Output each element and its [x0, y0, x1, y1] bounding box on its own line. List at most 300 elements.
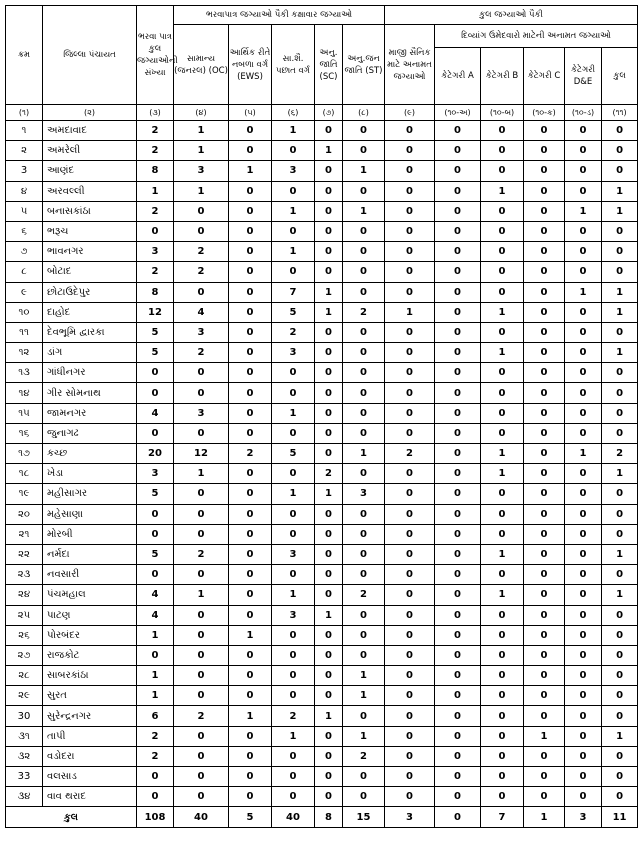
column-number: (૧૦-ડ)	[565, 105, 602, 121]
table-row	[6, 363, 638, 383]
row-value: 0	[565, 706, 602, 726]
row-value: 0	[524, 706, 565, 726]
row-district-name: આણંદ	[43, 161, 137, 181]
row-value: 0	[229, 645, 272, 665]
row-value: 0	[524, 524, 565, 544]
row-value: 1	[174, 585, 229, 605]
row-value: 0	[565, 161, 602, 181]
row-value: 0	[385, 201, 435, 221]
row-value: 0	[481, 524, 524, 544]
row-value: 0	[174, 363, 229, 383]
row-value: 0	[565, 221, 602, 241]
row-value: 1	[315, 141, 343, 161]
header-district: જિલ્લા પંચાયત	[43, 6, 137, 105]
row-value: 0	[524, 423, 565, 443]
row-value: 0	[385, 181, 435, 201]
row-value: 0	[524, 767, 565, 787]
row-value: 0	[229, 464, 272, 484]
column-number: (૯)	[385, 105, 435, 121]
row-district-name: વાવ થરાદ	[43, 787, 137, 807]
header-total-group: કુલ જગ્યાઓ પૈકી	[385, 6, 638, 25]
total-value: 7	[481, 807, 524, 828]
row-sr: 30	[6, 706, 43, 726]
table-row	[6, 645, 638, 665]
row-value: 1	[272, 121, 315, 141]
table-row	[6, 383, 638, 403]
row-value: 0	[174, 282, 229, 302]
row-value: 3	[272, 161, 315, 181]
row-value: 0	[435, 585, 481, 605]
row-value: 2	[174, 262, 229, 282]
row-value: 0	[385, 726, 435, 746]
table-row	[6, 544, 638, 564]
row-value: 0	[524, 121, 565, 141]
table-row	[6, 464, 638, 484]
column-number: (૭)	[315, 105, 343, 121]
row-value: 0	[315, 645, 343, 665]
row-value: 0	[524, 201, 565, 221]
total-value: 11	[602, 807, 638, 828]
row-district-name: નવસારી	[43, 565, 137, 585]
row-value: 5	[137, 544, 174, 564]
row-value: 1	[481, 343, 524, 363]
row-value: 2	[385, 444, 435, 464]
row-value: 0	[272, 645, 315, 665]
row-value: 0	[602, 565, 638, 585]
row-value: 1	[229, 706, 272, 726]
row-value: 12	[174, 444, 229, 464]
row-value: 0	[385, 504, 435, 524]
row-value: 0	[343, 181, 385, 201]
row-value: 0	[137, 767, 174, 787]
row-value: 0	[524, 161, 565, 181]
row-value: 2	[174, 544, 229, 564]
row-value: 0	[481, 383, 524, 403]
row-value: 0	[565, 787, 602, 807]
row-value: 0	[229, 201, 272, 221]
row-value: 0	[272, 666, 315, 686]
row-value: 3	[343, 484, 385, 504]
row-value: 0	[229, 242, 272, 262]
row-value: 1	[481, 444, 524, 464]
row-value: 0	[315, 201, 343, 221]
row-value: 0	[229, 343, 272, 363]
row-value: 0	[565, 484, 602, 504]
row-value: 0	[174, 787, 229, 807]
row-value: 0	[385, 141, 435, 161]
row-value: 0	[602, 363, 638, 383]
total-row	[6, 807, 638, 828]
row-value: 0	[565, 423, 602, 443]
header-disabled-group: દિવ્યાંગ ઉમેદવારો માટેની અનામત જગ્યાઓ	[435, 25, 638, 48]
row-value: 0	[229, 181, 272, 201]
row-value: 0	[524, 322, 565, 342]
row-value: 0	[435, 242, 481, 262]
table-row	[6, 767, 638, 787]
row-value: 1	[272, 201, 315, 221]
row-value: 0	[229, 504, 272, 524]
row-sr: ૩૧	[6, 726, 43, 746]
row-value: 0	[385, 767, 435, 787]
row-value: 0	[174, 726, 229, 746]
row-district-name: ડાંગ	[43, 343, 137, 363]
row-sr: ૨	[6, 141, 43, 161]
row-value: 1	[272, 242, 315, 262]
total-value: 8	[315, 807, 343, 828]
row-sr: ૧૬	[6, 423, 43, 443]
row-sr: ૧૯	[6, 484, 43, 504]
row-value: 2	[272, 706, 315, 726]
row-value: 0	[385, 423, 435, 443]
row-value: 2	[229, 444, 272, 464]
row-district-name: અમરેલી	[43, 141, 137, 161]
row-value: 0	[481, 201, 524, 221]
row-district-name: પંચમહાલ	[43, 585, 137, 605]
row-value: 1	[343, 726, 385, 746]
row-sr: ૧૮	[6, 464, 43, 484]
row-district-name: સુરેન્દ્રનગર	[43, 706, 137, 726]
row-value: 0	[385, 666, 435, 686]
row-value: 0	[481, 625, 524, 645]
row-value: 1	[602, 726, 638, 746]
row-value: 1	[315, 302, 343, 322]
row-value: 1	[524, 726, 565, 746]
row-value: 0	[229, 767, 272, 787]
row-value: 0	[174, 201, 229, 221]
row-value: 2	[137, 262, 174, 282]
row-value: 0	[481, 262, 524, 282]
row-value: 0	[343, 787, 385, 807]
row-value: 0	[435, 544, 481, 564]
row-value: 0	[174, 746, 229, 766]
row-value: 0	[602, 262, 638, 282]
row-value: 1	[481, 181, 524, 201]
row-district-name: નર્મદા	[43, 544, 137, 564]
table-row	[6, 302, 638, 322]
row-sr: 33	[6, 767, 43, 787]
row-value: 0	[272, 767, 315, 787]
row-value: 3	[272, 605, 315, 625]
row-sr: ૨૬	[6, 625, 43, 645]
row-sr: ૨૦	[6, 504, 43, 524]
row-value: 0	[343, 605, 385, 625]
row-value: 1	[481, 585, 524, 605]
row-value: 0	[385, 544, 435, 564]
row-value: 0	[565, 302, 602, 322]
row-value: 0	[481, 686, 524, 706]
header-cat-a: કેટેગરી A	[435, 48, 481, 105]
row-value: 0	[435, 221, 481, 241]
row-value: 0	[343, 242, 385, 262]
row-value: 0	[524, 605, 565, 625]
row-district-name: કચ્છ	[43, 444, 137, 464]
row-value: 0	[315, 121, 343, 141]
row-sr: ૩૨	[6, 746, 43, 766]
total-value: 0	[435, 807, 481, 828]
row-value: 0	[435, 302, 481, 322]
row-value: 0	[602, 161, 638, 181]
column-number: (૩)	[137, 105, 174, 121]
row-value: 0	[343, 767, 385, 787]
row-value: 4	[137, 585, 174, 605]
row-value: 0	[602, 221, 638, 241]
row-value: 0	[524, 444, 565, 464]
row-value: 20	[137, 444, 174, 464]
row-value: 0	[524, 625, 565, 645]
header-sr: ક્રમ	[6, 6, 43, 105]
row-value: 2	[174, 706, 229, 726]
row-value: 0	[602, 686, 638, 706]
row-value: 0	[524, 141, 565, 161]
row-value: 0	[343, 262, 385, 282]
row-value: 0	[315, 181, 343, 201]
row-sr: ૬	[6, 221, 43, 241]
total-value: 15	[343, 807, 385, 828]
row-value: 1	[137, 666, 174, 686]
column-number: (૫)	[229, 105, 272, 121]
row-value: 0	[315, 787, 343, 807]
row-value: 0	[435, 383, 481, 403]
row-value: 0	[602, 423, 638, 443]
row-value: 0	[229, 121, 272, 141]
row-value: 1	[272, 585, 315, 605]
row-value: 0	[174, 524, 229, 544]
row-value: 0	[524, 645, 565, 665]
row-value: 5	[272, 444, 315, 464]
row-value: 0	[481, 403, 524, 423]
row-value: 0	[272, 383, 315, 403]
row-value: 1	[565, 201, 602, 221]
row-value: 0	[435, 403, 481, 423]
row-sr: ૩૪	[6, 787, 43, 807]
row-value: 0	[602, 322, 638, 342]
row-value: 0	[565, 726, 602, 746]
row-value: 0	[343, 383, 385, 403]
table-row	[6, 524, 638, 544]
row-value: 0	[435, 746, 481, 766]
row-sr: ૨૮	[6, 666, 43, 686]
row-value: 0	[385, 605, 435, 625]
row-value: 2	[343, 585, 385, 605]
table-row	[6, 343, 638, 363]
column-number: (૬)	[272, 105, 315, 121]
row-value: 0	[524, 262, 565, 282]
row-value: 0	[315, 383, 343, 403]
row-value: 0	[174, 423, 229, 443]
row-district-name: રાજકોટ	[43, 645, 137, 665]
row-value: 0	[385, 706, 435, 726]
row-value: 0	[137, 423, 174, 443]
row-value: 0	[481, 605, 524, 625]
row-value: 0	[602, 746, 638, 766]
row-district-name: પોરબંદર	[43, 625, 137, 645]
row-value: 1	[343, 444, 385, 464]
row-value: 1	[602, 201, 638, 221]
table-row	[6, 585, 638, 605]
row-value: 0	[174, 645, 229, 665]
row-value: 0	[385, 383, 435, 403]
row-value: 0	[137, 383, 174, 403]
row-value: 2	[343, 746, 385, 766]
row-value: 0	[602, 767, 638, 787]
row-value: 0	[229, 605, 272, 625]
row-value: 0	[435, 524, 481, 544]
row-value: 0	[272, 686, 315, 706]
row-value: 4	[137, 605, 174, 625]
row-value: 0	[315, 767, 343, 787]
row-value: 0	[272, 746, 315, 766]
row-value: 0	[174, 767, 229, 787]
header-sebc: સા.શૈ. પછાત વર્ગ	[272, 25, 315, 105]
row-value: 0	[385, 403, 435, 423]
row-value: 1	[315, 605, 343, 625]
row-value: 0	[343, 322, 385, 342]
row-value: 0	[565, 262, 602, 282]
row-value: 0	[602, 645, 638, 665]
row-sr: 3	[6, 161, 43, 181]
row-value: 0	[524, 282, 565, 302]
row-value: 1	[315, 484, 343, 504]
row-value: 0	[229, 726, 272, 746]
row-value: 0	[343, 403, 385, 423]
row-value: 0	[602, 605, 638, 625]
row-value: 0	[565, 403, 602, 423]
row-value: 0	[229, 585, 272, 605]
table-row	[6, 605, 638, 625]
row-value: 0	[385, 746, 435, 766]
table-row	[6, 262, 638, 282]
row-value: 0	[565, 666, 602, 686]
row-value: 0	[229, 141, 272, 161]
row-sr: ૧	[6, 121, 43, 141]
row-value: 0	[385, 121, 435, 141]
total-value: 3	[385, 807, 435, 828]
column-number: (૨)	[43, 105, 137, 121]
row-value: 1	[174, 464, 229, 484]
header-general: સામાન્ય (જનરલ) (OC)	[174, 25, 229, 105]
row-district-name: દાહોદ	[43, 302, 137, 322]
vacancy-table	[5, 5, 638, 828]
table-row	[6, 484, 638, 504]
row-value: 3	[174, 403, 229, 423]
row-sr: ૭	[6, 242, 43, 262]
table-row	[6, 787, 638, 807]
total-value: 1	[524, 807, 565, 828]
row-value: 0	[435, 262, 481, 282]
row-value: 0	[272, 423, 315, 443]
row-value: 0	[481, 363, 524, 383]
row-sr: ૧૪	[6, 383, 43, 403]
row-value: 0	[272, 565, 315, 585]
table-row	[6, 181, 638, 201]
row-value: 0	[272, 504, 315, 524]
row-value: 0	[565, 645, 602, 665]
row-value: 0	[229, 423, 272, 443]
row-value: 0	[435, 444, 481, 464]
row-value: 0	[137, 645, 174, 665]
row-value: 0	[524, 221, 565, 241]
row-value: 0	[229, 565, 272, 585]
row-value: 0	[565, 524, 602, 544]
row-value: 3	[137, 464, 174, 484]
row-value: 0	[524, 585, 565, 605]
row-sr: ૧૭	[6, 444, 43, 464]
row-value: 3	[137, 242, 174, 262]
row-value: 0	[272, 221, 315, 241]
row-value: 0	[272, 787, 315, 807]
row-sr: ૨૫	[6, 605, 43, 625]
row-value: 0	[565, 585, 602, 605]
row-value: 0	[524, 181, 565, 201]
row-value: 0	[565, 141, 602, 161]
row-value: 0	[435, 767, 481, 787]
row-district-name: જુનાગઢ	[43, 423, 137, 443]
row-value: 0	[315, 242, 343, 262]
row-value: 1	[137, 181, 174, 201]
row-value: 0	[435, 726, 481, 746]
row-sr: ૧૨	[6, 343, 43, 363]
row-value: 0	[343, 121, 385, 141]
row-value: 0	[524, 343, 565, 363]
row-value: 1	[602, 343, 638, 363]
row-value: 0	[481, 767, 524, 787]
row-value: 0	[343, 544, 385, 564]
row-value: 1	[137, 686, 174, 706]
row-value: 0	[385, 625, 435, 645]
table-row	[6, 726, 638, 746]
row-value: 6	[137, 706, 174, 726]
row-value: 8	[137, 282, 174, 302]
row-value: 0	[524, 746, 565, 766]
row-value: 1	[229, 625, 272, 645]
row-value: 0	[315, 746, 343, 766]
row-value: 0	[343, 524, 385, 544]
row-value: 0	[385, 363, 435, 383]
row-value: 0	[565, 746, 602, 766]
row-value: 1	[315, 282, 343, 302]
row-value: 7	[272, 282, 315, 302]
row-value: 1	[602, 302, 638, 322]
row-value: 0	[229, 686, 272, 706]
row-value: 0	[602, 121, 638, 141]
row-value: 4	[174, 302, 229, 322]
row-value: 0	[481, 121, 524, 141]
row-value: 0	[435, 363, 481, 383]
row-value: 5	[272, 302, 315, 322]
row-value: 0	[315, 343, 343, 363]
row-district-name: સાબરકાંઠા	[43, 666, 137, 686]
row-value: 0	[524, 787, 565, 807]
row-value: 0	[565, 343, 602, 363]
row-value: 0	[229, 403, 272, 423]
row-sr: ૫	[6, 201, 43, 221]
row-value: 0	[174, 383, 229, 403]
row-value: 0	[137, 363, 174, 383]
row-value: 0	[385, 464, 435, 484]
row-value: 0	[229, 484, 272, 504]
row-value: 1	[174, 121, 229, 141]
row-value: 1	[481, 302, 524, 322]
row-value: 1	[602, 181, 638, 201]
row-value: 1	[565, 444, 602, 464]
row-value: 0	[385, 524, 435, 544]
row-value: 0	[385, 242, 435, 262]
row-value: 0	[315, 161, 343, 181]
row-value: 8	[137, 161, 174, 181]
row-value: 0	[565, 605, 602, 625]
row-value: 0	[343, 645, 385, 665]
row-value: 0	[565, 686, 602, 706]
